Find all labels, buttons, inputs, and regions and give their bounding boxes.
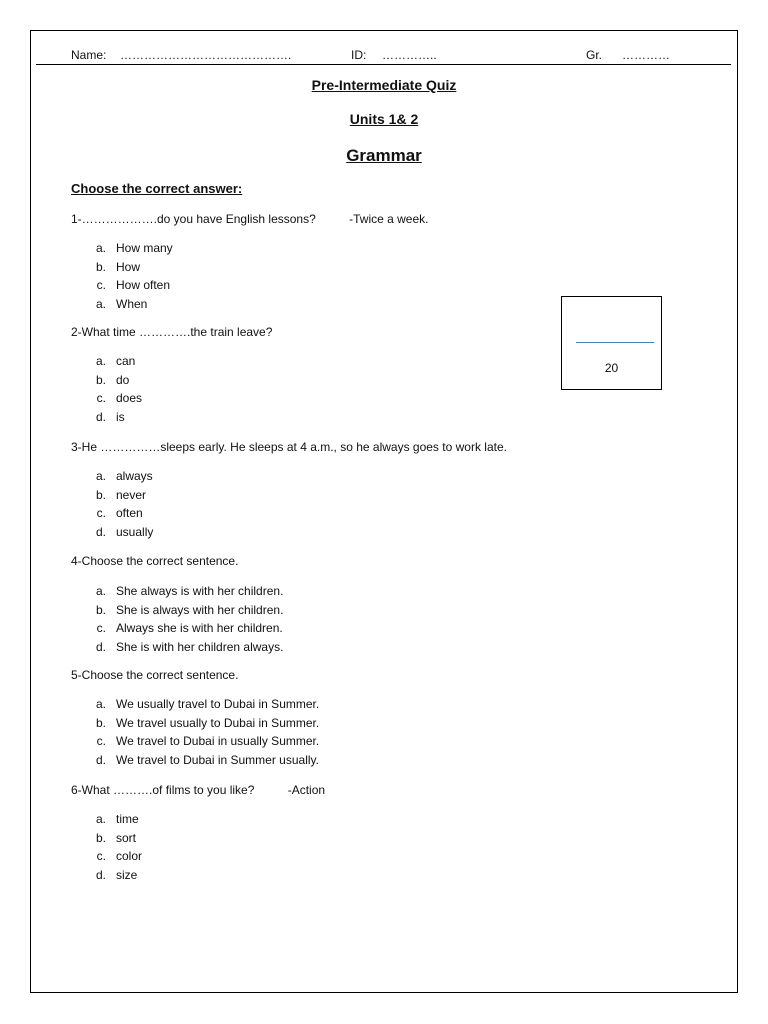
question-5: 5-Choose the correct sentence. bbox=[71, 668, 239, 682]
option-text: usually bbox=[116, 525, 154, 540]
option-letter: a. bbox=[95, 697, 106, 711]
name-label: Name: bbox=[71, 48, 107, 62]
option-letter: b. bbox=[95, 259, 106, 274]
option-text: We usually travel to Dubai in Summer. bbox=[116, 697, 320, 711]
option-text: She is with her children always. bbox=[116, 640, 284, 655]
units-title: Units 1& 2 bbox=[349, 111, 419, 127]
option-text: How many bbox=[116, 241, 173, 255]
option-text: time bbox=[116, 812, 139, 826]
option-letter: c. bbox=[96, 391, 106, 406]
option-text: size bbox=[116, 868, 138, 883]
header-divider bbox=[36, 64, 731, 65]
option-text: do bbox=[116, 372, 130, 387]
section-title: Grammar bbox=[346, 146, 422, 165]
option-letter: a. bbox=[95, 297, 106, 312]
option-text: always bbox=[116, 469, 153, 483]
option-text: never bbox=[116, 487, 147, 502]
option-text: does bbox=[116, 391, 143, 406]
option-text: is bbox=[116, 410, 125, 425]
option-text: We travel usually to Dubai in Summer. bbox=[116, 715, 320, 730]
option-text: can bbox=[116, 354, 136, 368]
option-text: Always she is with her children. bbox=[116, 621, 283, 636]
option-letter: b. bbox=[95, 602, 106, 617]
option-letter: b. bbox=[95, 487, 106, 502]
option-letter: b. bbox=[95, 830, 106, 845]
option-letter: c. bbox=[96, 849, 106, 864]
option-letter: a. bbox=[95, 812, 106, 826]
name-blank[interactable]: ……………………………………. bbox=[120, 48, 292, 62]
id-label: ID: bbox=[351, 48, 367, 62]
question-2: 2-What time ………….the train leave? bbox=[71, 325, 273, 339]
option-text: sort bbox=[116, 830, 137, 845]
option-letter: d. bbox=[95, 753, 106, 768]
score-line[interactable] bbox=[576, 342, 654, 343]
option-text: How often bbox=[116, 278, 171, 293]
option-letter: b. bbox=[95, 715, 106, 730]
option-letter: a. bbox=[95, 354, 106, 368]
option-text: When bbox=[116, 297, 148, 312]
question-3: 3-He ……………sleeps early. He sleeps at 4 a.m., so he always goes to work late. bbox=[71, 440, 507, 454]
option-letter: a. bbox=[95, 469, 106, 483]
option-text: color bbox=[116, 849, 143, 864]
option-letter: a. bbox=[95, 584, 106, 598]
grade-label: Gr. bbox=[586, 48, 603, 62]
score-total: 20 bbox=[604, 361, 619, 375]
instruction: Choose the correct answer: bbox=[71, 181, 243, 196]
option-text: She is always with her children. bbox=[116, 602, 284, 617]
option-letter: d. bbox=[95, 640, 106, 655]
option-text: We travel to Dubai in usually Summer. bbox=[116, 734, 320, 749]
option-text: How bbox=[116, 259, 141, 274]
grade-blank[interactable]: ………… bbox=[622, 48, 670, 62]
option-letter: d. bbox=[95, 410, 106, 425]
quiz-title: Pre-Intermediate Quiz bbox=[311, 77, 457, 93]
question-4: 4-Choose the correct sentence. bbox=[71, 554, 239, 568]
option-letter: b. bbox=[95, 372, 106, 387]
option-letter: d. bbox=[95, 868, 106, 883]
question-1: 1-……………….do you have English lessons? -Twice a week. bbox=[71, 212, 429, 226]
option-letter: a. bbox=[95, 241, 106, 255]
id-blank[interactable]: ………….. bbox=[382, 48, 437, 62]
option-letter: c. bbox=[96, 506, 106, 521]
option-text: We travel to Dubai in Summer usually. bbox=[116, 753, 319, 768]
option-letter: c. bbox=[96, 621, 106, 636]
option-letter: c. bbox=[96, 278, 106, 293]
option-text: often bbox=[116, 506, 143, 521]
option-letter: d. bbox=[95, 525, 106, 540]
option-text: She always is with her children. bbox=[116, 584, 284, 598]
option-letter: c. bbox=[96, 734, 106, 749]
score-box bbox=[561, 296, 662, 390]
question-6: 6-What ……….of films to you like? -Action bbox=[71, 783, 326, 797]
